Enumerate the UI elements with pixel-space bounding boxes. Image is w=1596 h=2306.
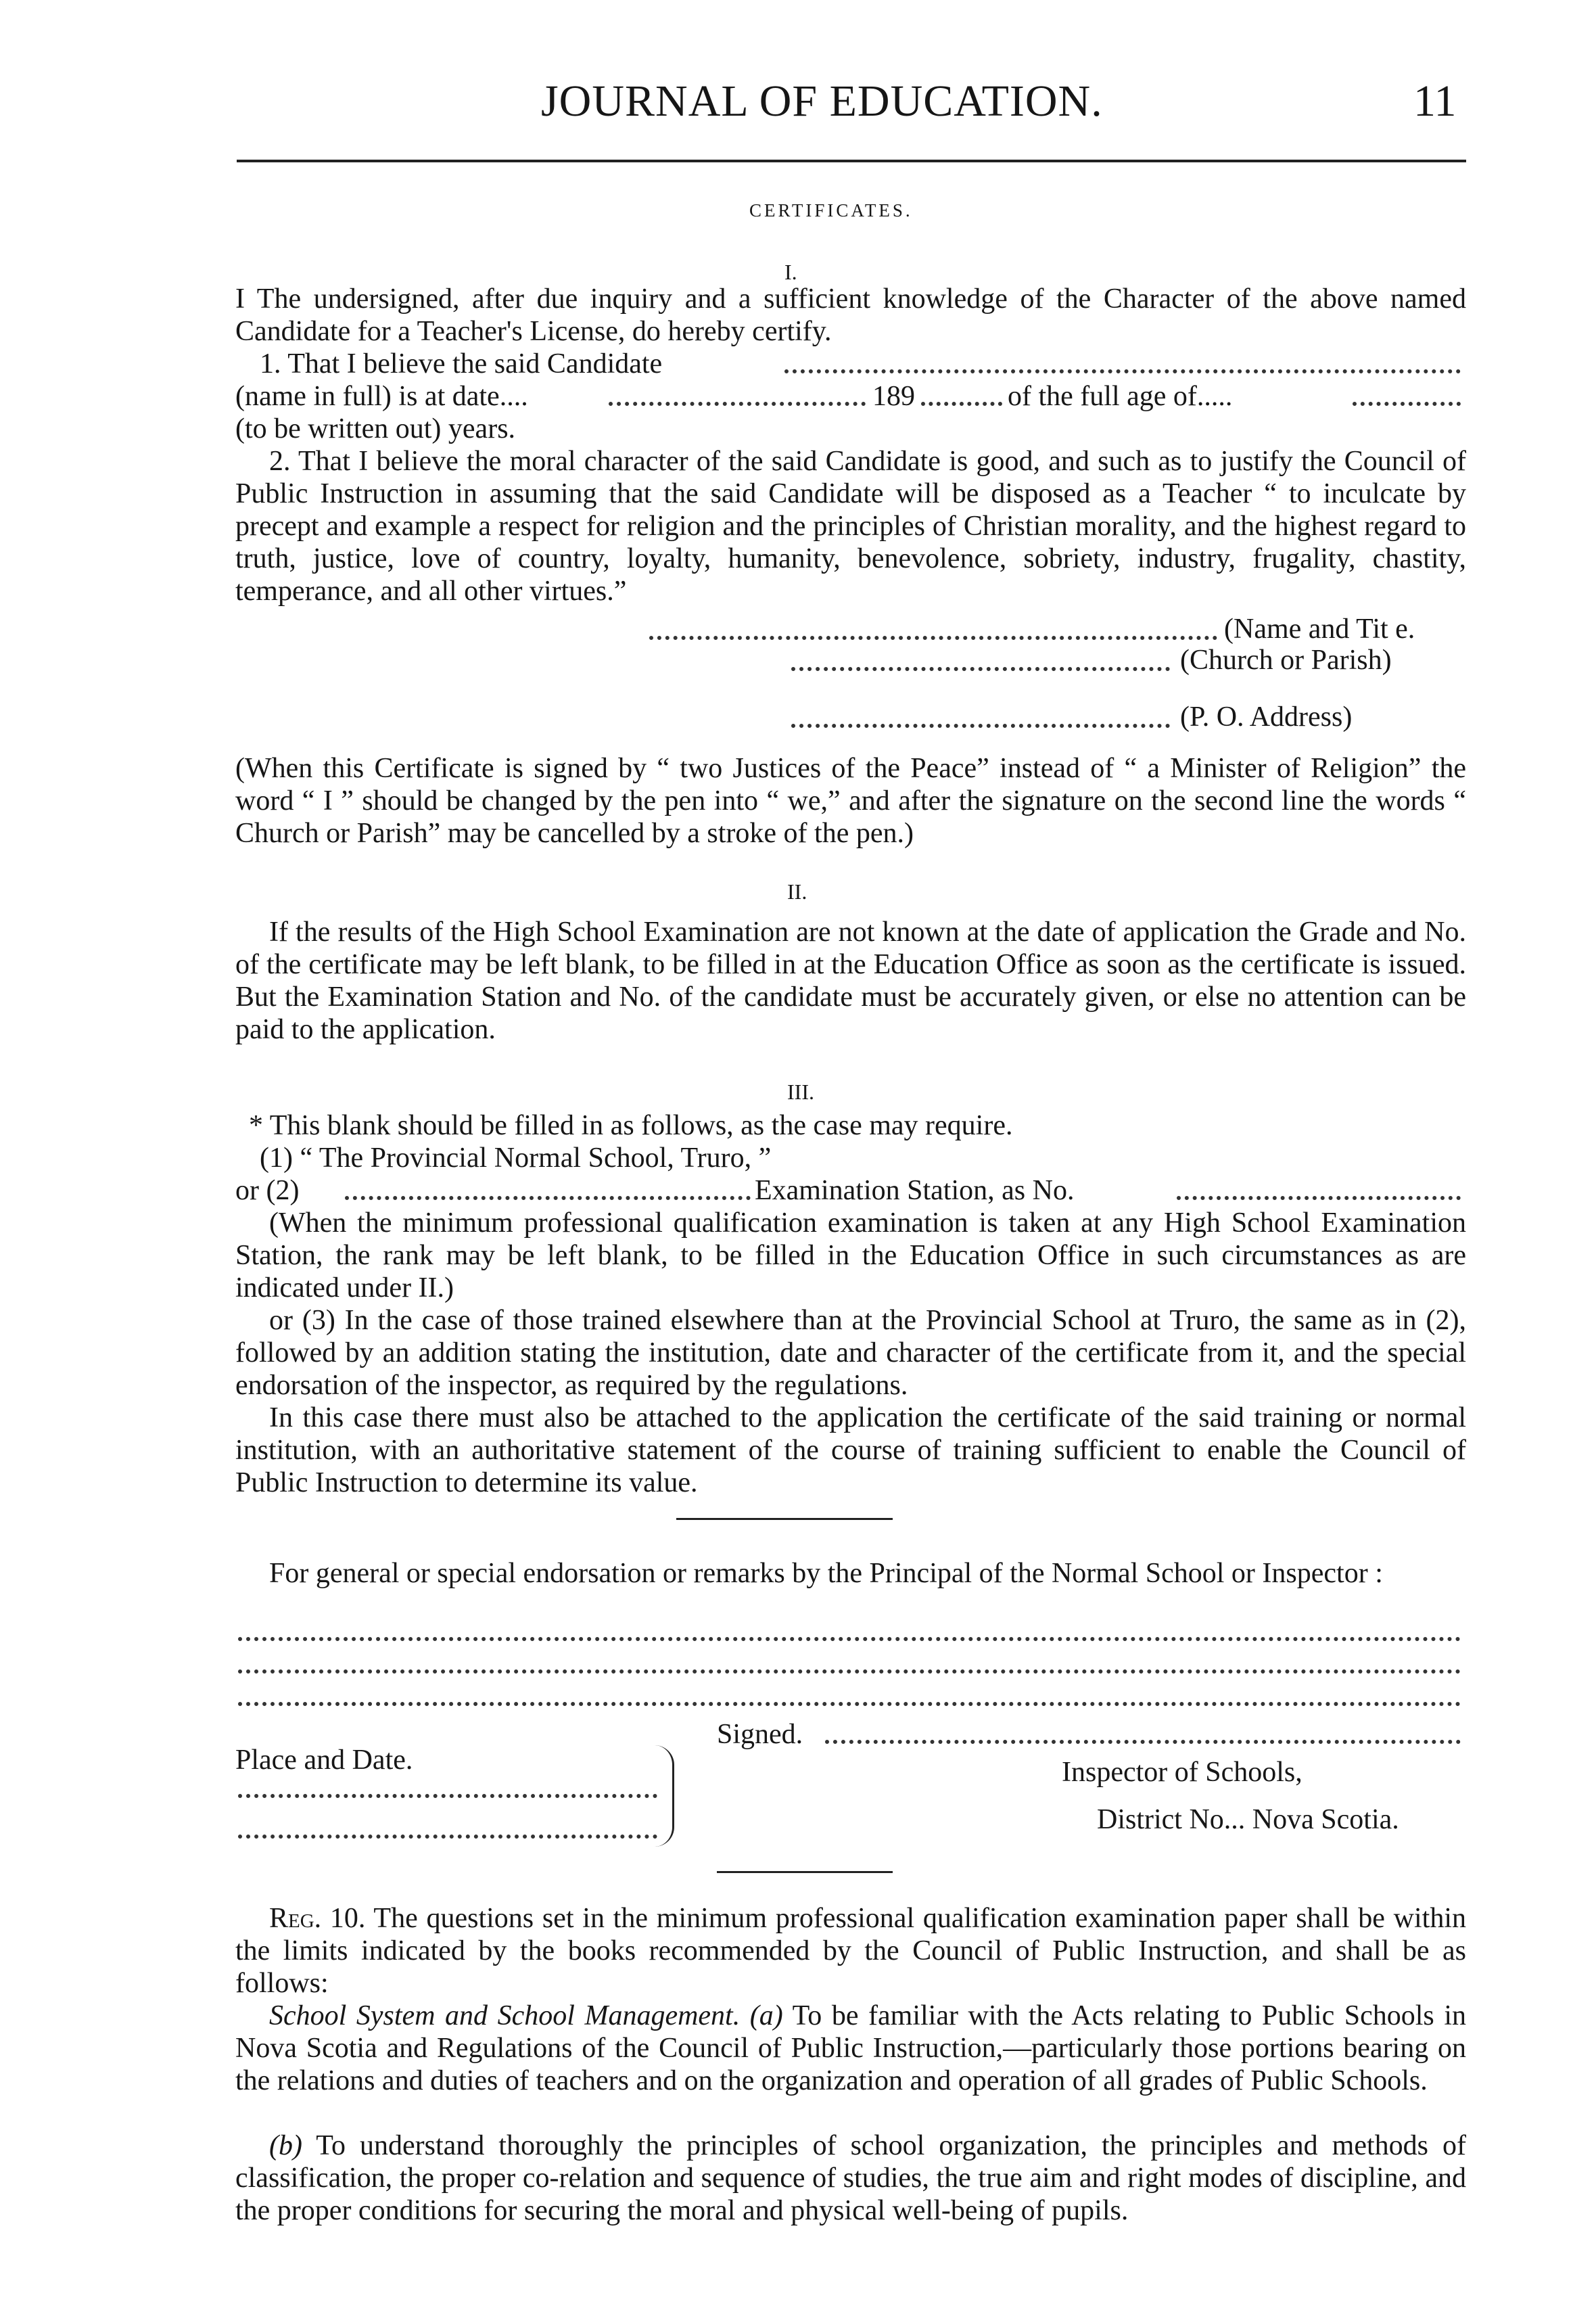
- journal-title: JOURNAL OF EDUCATION.: [541, 76, 1103, 126]
- regulation-10: [235, 1902, 1466, 2000]
- section-1-numeral: I.: [784, 260, 797, 284]
- section-divider: [676, 1518, 893, 1520]
- section-3-closing: In this case there must also be attached to the application the certificate of the said training or normal institution, with an authoritative statement of the course of training sufficient to enable the Council of Public Instruction to determine its value.: [235, 1402, 1466, 1498]
- section-3-numeral: III.: [787, 1080, 814, 1104]
- part-a-label: (a): [749, 2000, 783, 2031]
- church-parish-label: (Church or Parish): [1180, 645, 1392, 676]
- section-2-text: If the results of the High School Examination are not known at the date of application the Grade and No. of the certificate may be left blank, to be filled in at the Education Office as soon as the certificate is issued. But the Examination Station and No. of the candidate must be accurately given, or else no attention can be paid to the application.: [235, 917, 1466, 1045]
- signed-label: Signed.: [717, 1719, 803, 1750]
- header-rule: [237, 160, 1466, 162]
- section-1-intro: I The undersigned, after due inquiry and a sufficient knowledge of the Character of the above named Candidate for a Teacher's License, do hereby certify.: [235, 283, 1466, 347]
- date-blank: [609, 402, 866, 406]
- part-b-text: To understand thoroughly the principles of school organization, the principles and methods of classification, the proper co-relation and sequence of studies, the true aim and right modes of discipline, and the proper conditions for securing the moral and physical well-being of pupils.: [235, 2130, 1466, 2226]
- inspector-label: Inspector of Schools,: [1062, 1757, 1302, 1788]
- page-number: 11: [1413, 76, 1457, 126]
- remarks-line-1: [238, 1637, 1461, 1641]
- part-b-label: (b): [269, 2130, 302, 2161]
- place-date-brace: [655, 1745, 674, 1847]
- item-1-line-2: [235, 380, 1466, 413]
- section-3-intro: * This blank should be filled in as follows, as the case may require.: [249, 1110, 1013, 1141]
- place-blank: [238, 1794, 657, 1798]
- regulation-text: The questions set in the minimum professional qualification examination paper shall be within the limits indicated by the books recommended by the Council of Public Instruction, and shall be as follows:: [235, 1903, 1466, 1999]
- option-2-prefix: or (2): [235, 1175, 300, 1206]
- place-date-label: Place and Date.: [235, 1745, 413, 1776]
- section-2-numeral: II.: [787, 879, 807, 904]
- item-2-moral-character: 2. That I believe the moral character of the said Candidate is good, and such as to justify the Council of Public Instruction in assuming that the said Candidate will be disposed as a Teacher “ to inculcate by precept and example a respect for religion and the principles of Christian morality, and the highest regard to truth, justice, love of country, loyalty, humanity, benevolence, sobriety, industry, frugality, chastity, temperance, and all other virtues.”: [235, 446, 1466, 607]
- option-2-mid: Examination Station, as No.: [755, 1175, 1075, 1206]
- address-label: (P. O. Address): [1180, 701, 1353, 733]
- remarks-line-2: [238, 1669, 1461, 1674]
- part-a-text: To be familiar with the Acts relating to Public Schools in Nova Scotia and Regulations of the Council of Public Instruction,—particularly those portions bearing on the relations and duties of teachers and on the organization and operation of all grades of Public Schools.: [235, 2000, 1466, 2096]
- item-1-line-3: (to be written out) years.: [235, 413, 516, 444]
- year-label: 189: [872, 381, 915, 412]
- option-1: (1) “ The Provincial Normal School, Truro, ”: [260, 1143, 772, 1174]
- name-title-label: (Name and Tit e.: [1224, 614, 1415, 645]
- age-blank: [1353, 402, 1461, 406]
- date-blank-endorsement: [238, 1835, 657, 1839]
- regulation-part-a: [235, 2000, 1466, 2097]
- regulation-label: Reg. 10.: [269, 1903, 366, 1934]
- justices-note: (When this Certificate is signed by “ two Justices of the Peace” instead of “ a Minister of Religion” the word “ I ” should be changed by the pen into “ we,” and after the signature on the second line the words “ Church or Parish” may be cancelled by a stroke of the pen.): [235, 753, 1466, 849]
- item-1-label: 1. That I believe the said Candidate: [260, 348, 663, 379]
- option-3: or (3) In the case of those trained elsewhere than at the Provincial School at Truro, the same as in (2), followed by an addition stating the institution, date and character of the certificate from it, and the special endorsation of the inspector, as required by the regulations.: [235, 1305, 1466, 1401]
- signature-blank: [825, 1740, 1461, 1744]
- endorsement-divider: [717, 1871, 893, 1873]
- name-title-blank: [649, 636, 1217, 640]
- year-blank: [921, 402, 1002, 406]
- candidate-name-blank: [784, 369, 1461, 373]
- option-2-note: (When the minimum professional qualification examination is taken at any High School Examination Station, the rank may be left blank, to be filled in the Education Office in such circumstances as are indicated under II.): [235, 1207, 1466, 1304]
- address-blank: [791, 724, 1170, 728]
- certificates-heading: CERTIFICATES.: [749, 200, 913, 221]
- endorsement-prompt: For general or special endorsation or remarks by the Principal of the Normal School or Inspector :: [269, 1558, 1383, 1589]
- age-date-prefix: (name in full) is at date....: [235, 381, 528, 412]
- regulation-subject: School System and School Management.: [269, 2000, 741, 2031]
- district-label: District No... Nova Scotia.: [1097, 1804, 1399, 1835]
- regulation-part-b: [235, 2129, 1466, 2227]
- remarks-line-3: [238, 1702, 1461, 1706]
- station-number-blank: [1177, 1196, 1461, 1200]
- full-age-label: of the full age of.....: [1008, 381, 1233, 412]
- station-blank: [345, 1196, 751, 1200]
- church-parish-blank: [791, 667, 1170, 671]
